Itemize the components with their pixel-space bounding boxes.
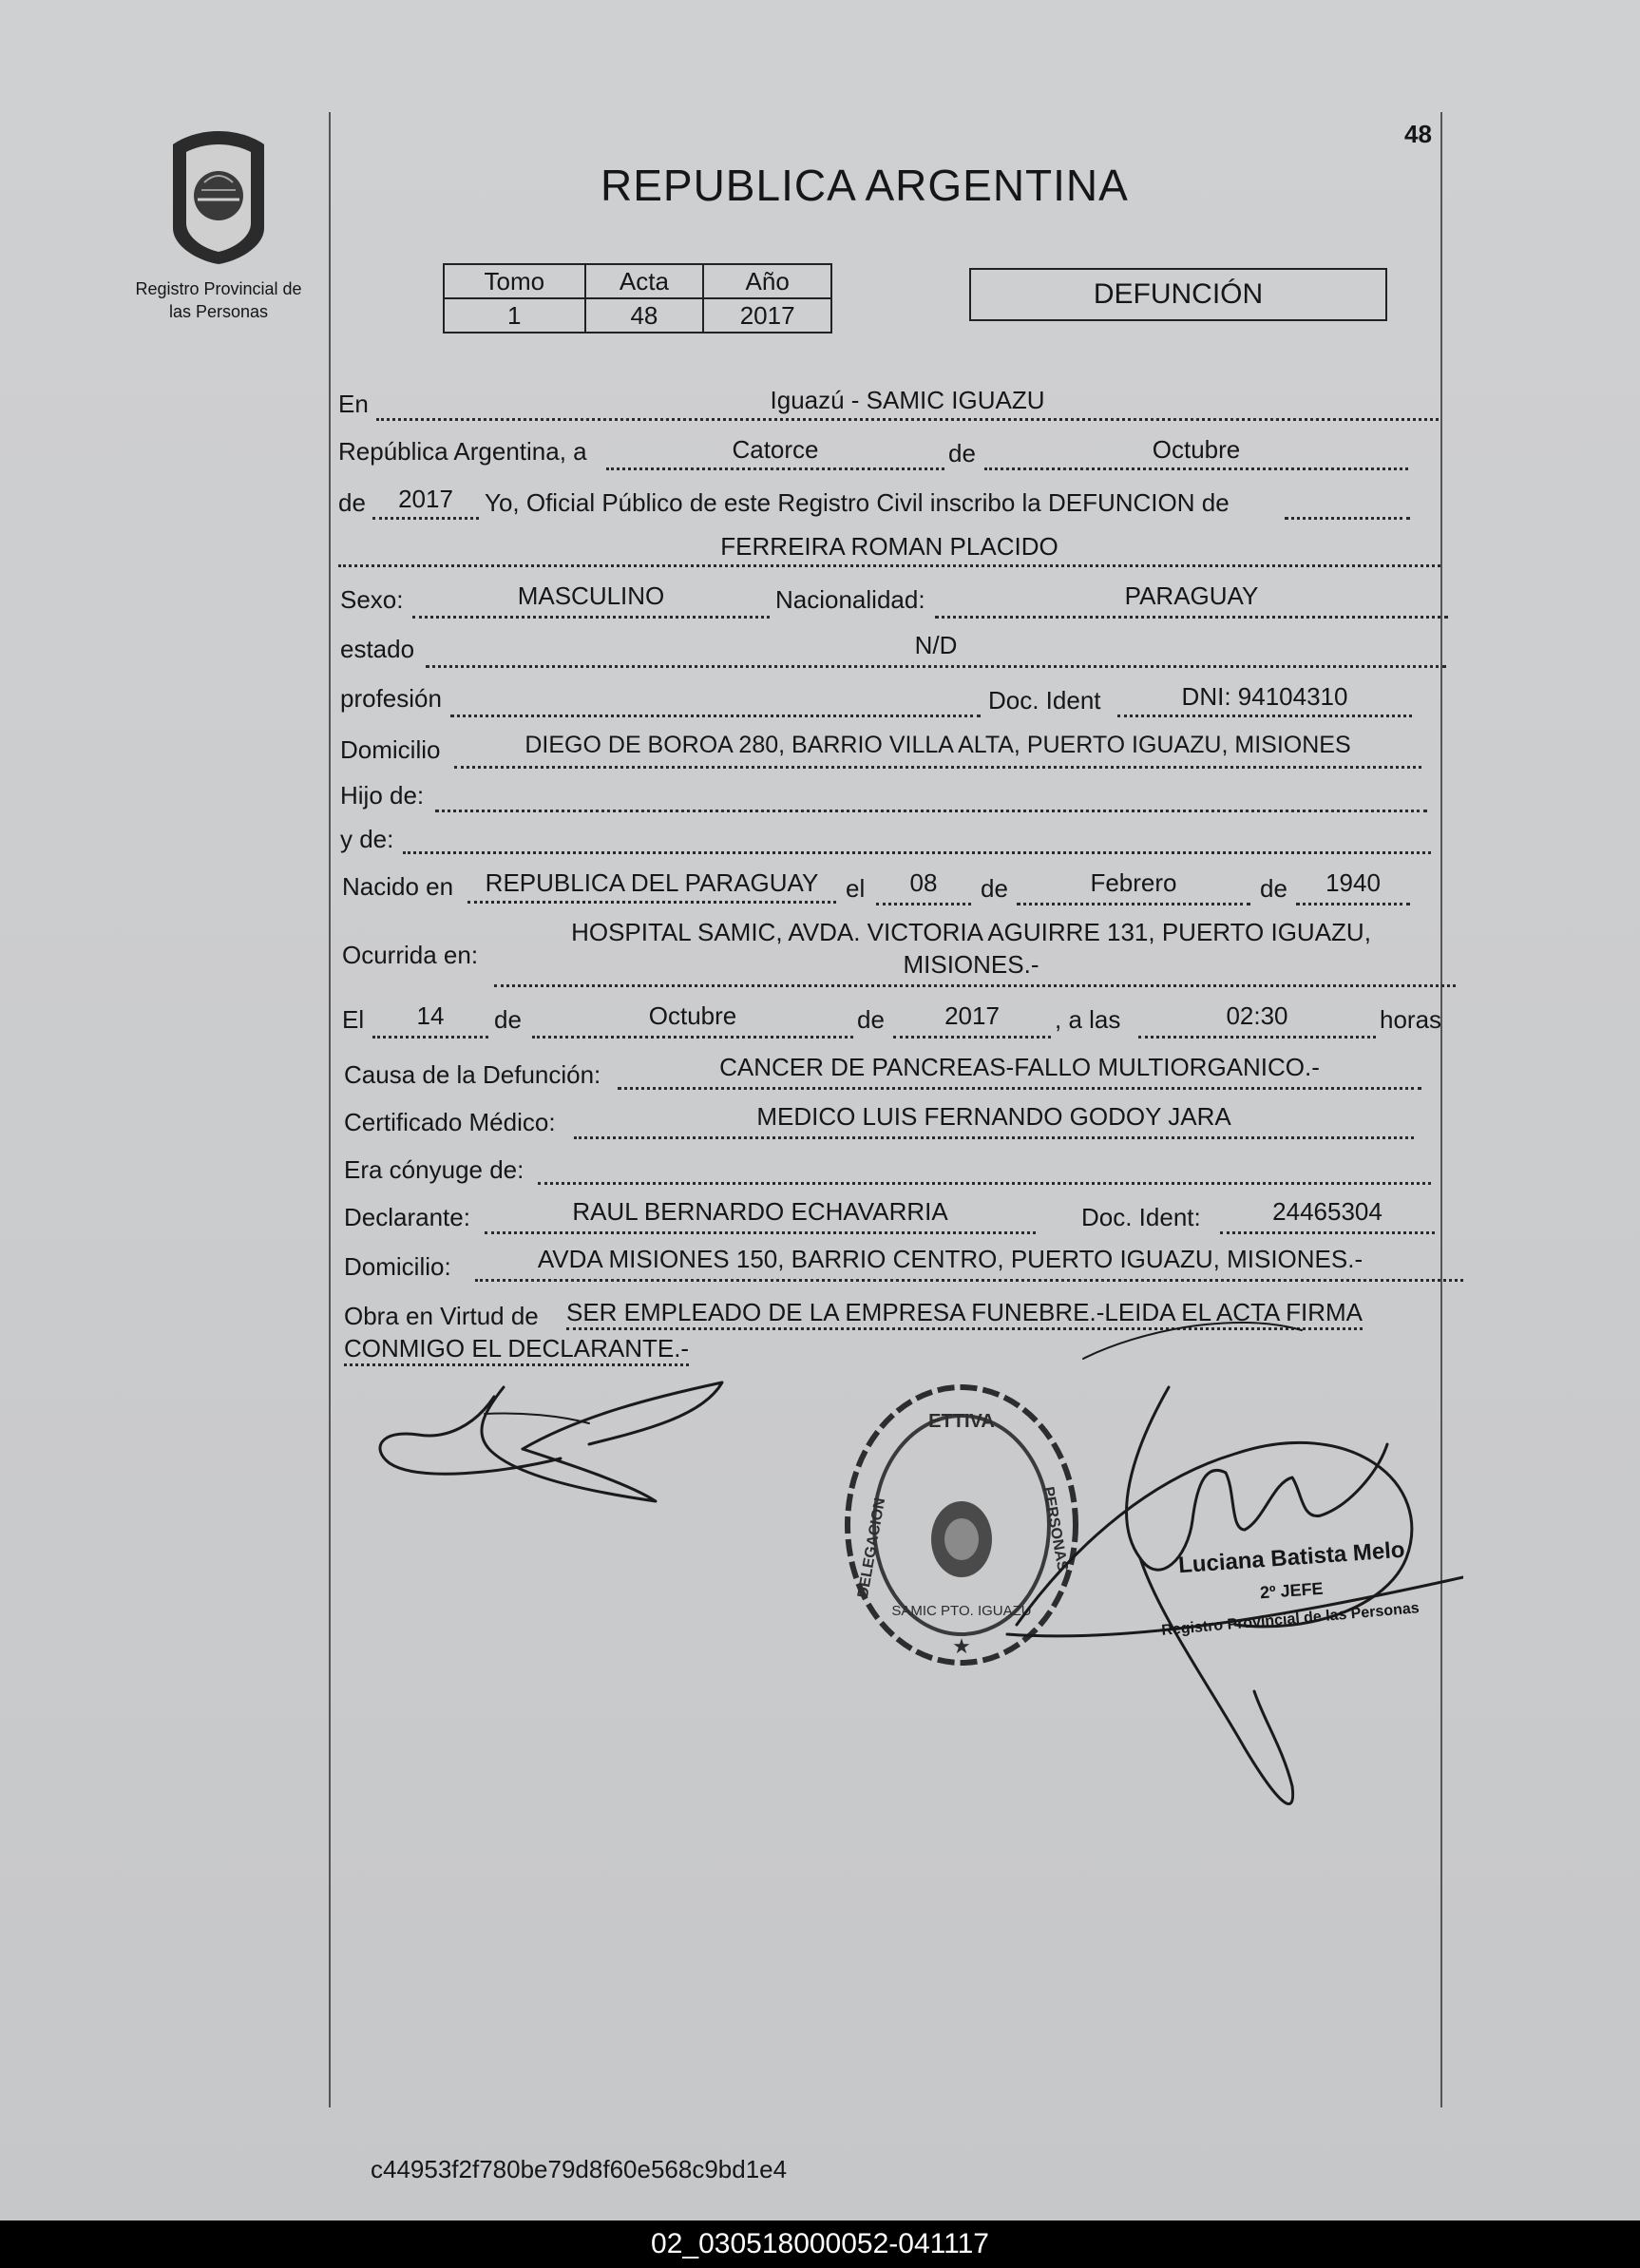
- ocurrida-line-1: HOSPITAL SAMIC, AVDA. VICTORIA AGUIRRE 131, PUERTO IGUAZU,: [571, 918, 1371, 946]
- province-seal-logo: [152, 124, 285, 266]
- causa-line: [618, 1087, 1421, 1090]
- record-type-box: DEFUNCIÓN: [969, 268, 1387, 321]
- hijo-line: [435, 810, 1427, 812]
- de-label-3: de: [981, 874, 1008, 903]
- declarante-value: RAUL BERNARDO ECHAVARRIA: [572, 1197, 948, 1226]
- def-dia-line: [372, 1036, 488, 1039]
- stamp-left-text: DELEGACION: [854, 1496, 889, 1600]
- sexo-label: Sexo:: [340, 585, 404, 614]
- acta-value: 48: [585, 298, 704, 333]
- doc-line: [1117, 715, 1412, 717]
- logo-caption-line-2: las Personas: [168, 302, 269, 321]
- nacido-line: [467, 901, 836, 904]
- nacionalidad-value: PARAGUAY: [1124, 581, 1259, 610]
- nac-dia-line: [876, 903, 971, 905]
- declarante-label: Declarante:: [344, 1203, 470, 1231]
- svg-text:★: ★: [952, 1634, 971, 1658]
- declarante-line: [485, 1231, 1036, 1234]
- causa-value: CANCER DE PANCREAS-FALLO MULTIORGANICO.-: [719, 1053, 1320, 1081]
- anio-value: 2017: [398, 485, 453, 513]
- official-role: 2º JEFE: [1259, 1578, 1325, 1603]
- horas-label: horas: [1380, 1005, 1442, 1034]
- nacido-value: REPUBLICA DEL PARAGUAY: [485, 868, 819, 897]
- def-mes-value: Octubre: [648, 1001, 737, 1030]
- nacido-label: Nacido en: [342, 872, 454, 901]
- estado-value: N/D: [914, 631, 958, 659]
- de-label-2: de: [338, 488, 366, 517]
- hijo-label: Hijo de:: [340, 781, 425, 810]
- declarant-signature: [361, 1359, 741, 1511]
- domicilio-label: Domicilio: [340, 735, 441, 764]
- ocurrida-label: Ocurrida en:: [342, 941, 479, 969]
- inscribo-text: Yo, Oficial Público de este Registro Civil inscribo la DEFUNCION de: [485, 488, 1230, 517]
- def-mes-line: [532, 1036, 853, 1039]
- cert-line: [574, 1136, 1414, 1139]
- nac-dia-value: 08: [909, 868, 938, 897]
- tomo-value: 1: [444, 298, 585, 333]
- de-label-5: de: [494, 1005, 522, 1034]
- deceased-name: FERREIRA ROMAN PLACIDO: [720, 532, 1058, 561]
- decl-dom-value: AVDA MISIONES 150, BARRIO CENTRO, PUERTO IGUAZU, MISIONES.-: [537, 1245, 1363, 1273]
- nacionalidad-label: Nacionalidad:: [775, 585, 925, 614]
- domicilio-line: [454, 766, 1421, 769]
- document-hash: c44953f2f780be79d8f60e568c9bd1e4: [371, 2155, 788, 2183]
- anio-value: 2017: [703, 298, 831, 333]
- decl-dom-label: Domicilio:: [344, 1252, 451, 1281]
- stamp-inner-text: SAMIC PTO. IGUAZU: [891, 1603, 1032, 1619]
- sexo-value: MASCULINO: [517, 581, 665, 610]
- anio-line: [372, 517, 479, 520]
- doc-label: Doc. Ident: [988, 686, 1101, 715]
- de-label-6: de: [857, 1005, 885, 1034]
- page-title: REPUBLICA ARGENTINA: [601, 161, 1129, 210]
- decl-doc-value: 24465304: [1272, 1197, 1383, 1226]
- ocurrida-line: [494, 984, 1456, 987]
- mes-value: Octubre: [1152, 435, 1241, 464]
- sexo-line: [412, 616, 770, 619]
- profesion-label: profesión: [340, 684, 442, 713]
- def-anio-value: 2017: [944, 1001, 1000, 1030]
- estado-line: [426, 665, 1446, 668]
- left-margin-rule: [329, 112, 331, 2107]
- de-label-1: de: [948, 439, 976, 467]
- anio-header: Año: [703, 264, 831, 298]
- decl-doc-line: [1220, 1231, 1435, 1234]
- obra-label: Obra en Virtud de: [344, 1302, 539, 1330]
- decl-doc-label: Doc. Ident:: [1081, 1203, 1201, 1231]
- estado-label: estado: [340, 635, 415, 663]
- el-label: el: [846, 874, 866, 903]
- domicilio-value: DIEGO DE BOROA 280, BARRIO VILLA ALTA, PUERTO IGUAZU, MISIONES: [524, 732, 1351, 758]
- nac-anio-value: 1940: [1325, 868, 1381, 897]
- mes-line: [984, 467, 1408, 470]
- stamp-top-text: ETTIVA: [928, 1411, 995, 1432]
- page-number: 48: [1404, 120, 1432, 148]
- republica-label: República Argentina, a: [338, 437, 587, 466]
- nac-mes-value: Febrero: [1090, 868, 1177, 897]
- nac-anio-line: [1296, 903, 1410, 905]
- de-label-4: de: [1260, 874, 1287, 903]
- yde-label: y de:: [340, 825, 394, 853]
- conyuge-label: Era cónyuge de:: [344, 1155, 524, 1184]
- official-office: Registro Provincial de las Personas: [1160, 1600, 1421, 1639]
- reference-table: [443, 263, 832, 334]
- logo-caption-line-1: Registro Provincial de: [135, 279, 302, 298]
- obra-value-line-1: SER EMPLEADO DE LA EMPRESA FUNEBRE.-LEIDA EL ACTA FIRMA: [566, 1298, 1363, 1330]
- nombre-line: [338, 564, 1440, 567]
- stamp-right-text: PERSONAS: [1039, 1485, 1071, 1572]
- def-hora-value: 02:30: [1226, 1001, 1288, 1030]
- def-anio-line: [893, 1036, 1051, 1039]
- yde-line: [403, 851, 1431, 854]
- nacionalidad-line: [935, 616, 1448, 619]
- El-label: El: [342, 1005, 365, 1034]
- nac-mes-line: [1017, 903, 1250, 905]
- alas-label: , a las: [1055, 1005, 1121, 1034]
- def-hora-line: [1138, 1036, 1376, 1039]
- cert-value: MEDICO LUIS FERNANDO GODOY JARA: [756, 1102, 1231, 1131]
- ocurrida-line-2: MISIONES.-: [903, 950, 1039, 979]
- causa-label: Causa de la Defunción:: [344, 1060, 601, 1089]
- official-name: Luciana Batista Melo: [1177, 1536, 1406, 1579]
- dia-value: Catorce: [732, 435, 819, 464]
- dia-line: [606, 467, 944, 470]
- tomo-header: Tomo: [444, 264, 585, 298]
- acta-header: Acta: [585, 264, 704, 298]
- conyuge-line: [538, 1182, 1431, 1185]
- cert-label: Certificado Médico:: [344, 1108, 556, 1136]
- en-value: Iguazú - SAMIC IGUAZU: [770, 386, 1045, 414]
- def-dia-value: 14: [416, 1001, 445, 1030]
- profesion-line: [450, 715, 981, 717]
- en-line: [376, 418, 1439, 421]
- inscribo-tail-line: [1285, 517, 1410, 520]
- en-label: En: [338, 390, 369, 418]
- footer-code: 02_030518000052-041117: [0, 2220, 1640, 2268]
- obra-value-line-2: CONMIGO EL DECLARANTE.-: [344, 1334, 689, 1366]
- doc-value: DNI: 94104310: [1181, 682, 1348, 711]
